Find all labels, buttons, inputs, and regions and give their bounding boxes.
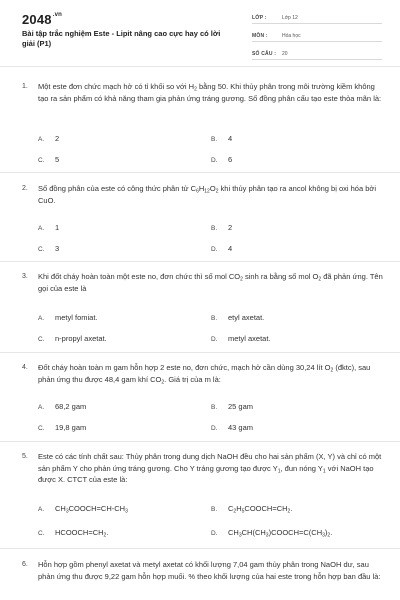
question-text: Hỗn hợp gồm phenyl axetat và metyl axetat có khối lượng 7,04 gam thủy phân trong NaOH dư, sau phản ứng thu được 9,22 gam hỗn hợp muối. % theo khối lượng của hai este trong hỗn hợp ban đầu là: [38, 560, 381, 581]
option-a[interactable] [38, 223, 59, 232]
option-text: 4 [228, 244, 233, 253]
question-text: Đốt cháy hoàn toàn m gam hỗn hợp 2 este no, đơn chức, mạch hở cần dùng 30,24 lít $O_2$ (đktc), sau phản ứng thu được 48,4 gam khí $CO_2$. Giá trị của m là: [38, 363, 371, 385]
option-letter: B. [211, 136, 218, 143]
option-text: 2 [228, 223, 233, 232]
option-letter: A. [38, 136, 45, 143]
option-d[interactable] [211, 423, 253, 432]
option-d[interactable] [211, 528, 332, 537]
option-text: 2 [55, 134, 60, 143]
option-letter: D. [211, 336, 218, 343]
option-letter: D. [211, 157, 218, 164]
option-a[interactable] [38, 504, 128, 513]
option-text: 6 [228, 155, 233, 164]
option-letter: A. [38, 404, 45, 411]
option-letter: A. [38, 506, 45, 513]
option-text: 43 gam [228, 423, 254, 432]
question-number: 6. [22, 561, 28, 568]
meta-key: SỐ CÂU : [252, 51, 277, 57]
site-logo[interactable] [22, 12, 62, 27]
option-a[interactable] [38, 402, 86, 411]
option-text: 68,2 gam [55, 402, 87, 411]
question-divider [0, 172, 400, 173]
question-number: 4. [22, 364, 28, 371]
option-d[interactable] [211, 155, 232, 164]
question-divider [0, 441, 400, 442]
document-title: Bài tập trắc nghiệm Este - Lipit nâng cao cực hay có lời giải (P1) [22, 29, 221, 48]
question-divider [0, 261, 400, 262]
option-letter: A. [38, 315, 45, 322]
option-text: $CH_3CH(CH_3)COOCH=C(CH_3)_2$. [228, 528, 333, 539]
option-letter: C. [38, 530, 45, 537]
option-text: 5 [55, 155, 60, 164]
meta-value: Lớp 12 [282, 15, 298, 21]
meta-row-subject [252, 28, 382, 42]
option-letter: D. [211, 246, 218, 253]
question-number: 2. [22, 185, 28, 192]
option-text: metyl fomiat. [55, 313, 98, 322]
option-c[interactable] [38, 244, 59, 253]
option-c[interactable] [38, 528, 108, 537]
option-a[interactable] [38, 134, 59, 143]
option-letter: C. [38, 336, 45, 343]
option-text: 3 [55, 244, 60, 253]
option-text: metyl axetat. [228, 334, 271, 343]
option-d[interactable] [211, 244, 232, 253]
option-b[interactable] [211, 504, 292, 513]
option-d[interactable] [211, 334, 271, 343]
option-b[interactable] [211, 223, 232, 232]
question-number: 3. [22, 273, 28, 280]
option-letter: C. [38, 157, 45, 164]
option-text: 1 [55, 223, 60, 232]
document-meta [252, 10, 382, 64]
document-header [0, 0, 400, 62]
meta-value: 20 [282, 51, 288, 57]
brand-domain: .vn [52, 12, 63, 18]
option-letter: D. [211, 530, 218, 537]
question-divider [0, 352, 400, 353]
option-text: $HCOOCH=CH_2$. [55, 528, 109, 539]
question-text: Khi đốt cháy hoàn toàn một este no, đơn chức thì số mol $CO_2$ sinh ra bằng số mol $O_2$ đã phản ứng. Tên gọi của este là [38, 272, 383, 293]
option-a[interactable] [38, 313, 98, 322]
meta-key: MÔN : [252, 33, 268, 39]
option-b[interactable] [211, 402, 253, 411]
option-letter: B. [211, 315, 218, 322]
option-b[interactable] [211, 313, 264, 322]
option-letter: B. [211, 404, 218, 411]
question-text: Este có các tính chất sau: Thủy phân trong dung dịch NaOH đều cho hai sản phẩm (X, Y) và chỉ có một sản phẩm Y cho phản ứng tráng gương. Cho Y tráng gương tạo được $Y_1$, đun nóng $Y_1$ với NaOH tạo được X. CTCT của este là: [38, 452, 382, 484]
question-text: Một este đơn chức mạch hở có tỉ khối so với $H_2$ bằng 50. Khi thủy phân trong môi trường kiềm không tạo ra sản phẩm có khả năng tham gia phản ứng tráng gương. Số đồng phân cấu tạo este thỏa mãn là: [38, 82, 382, 103]
option-text: $C_2H_5COOCH=CH_2$. [228, 504, 293, 515]
option-text: n-propyl axetat. [55, 334, 107, 343]
option-letter: B. [211, 225, 218, 232]
option-letter: A. [38, 225, 45, 232]
option-letter: D. [211, 425, 218, 432]
option-c[interactable] [38, 155, 59, 164]
option-b[interactable] [211, 134, 232, 143]
option-text: 4 [228, 134, 233, 143]
option-text: etyl axetat. [228, 313, 265, 322]
meta-key: LỚP : [252, 15, 267, 21]
question-number: 5. [22, 453, 28, 460]
question-number: 1. [22, 83, 28, 90]
brand-name: 2048 [22, 12, 52, 27]
option-letter: B. [211, 506, 218, 513]
meta-row-question-count [252, 46, 382, 60]
meta-value: Hóa học [282, 33, 301, 39]
option-c[interactable] [38, 334, 107, 343]
option-text: 19,8 gam [55, 423, 87, 432]
option-letter: C. [38, 246, 45, 253]
meta-row-class [252, 10, 382, 24]
question-text: Số đồng phân của este có công thức phân tử $C_6H_{12}O_2$ khi thủy phân tạo ra ancol không bị oxi hóa bởi CuO. [38, 184, 376, 205]
option-c[interactable] [38, 423, 86, 432]
option-text: 25 gam [228, 402, 254, 411]
option-letter: C. [38, 425, 45, 432]
option-text: $CH_3COOCH=CH-CH_3$ [55, 504, 128, 515]
section-divider [0, 66, 400, 67]
question-divider [0, 548, 400, 549]
